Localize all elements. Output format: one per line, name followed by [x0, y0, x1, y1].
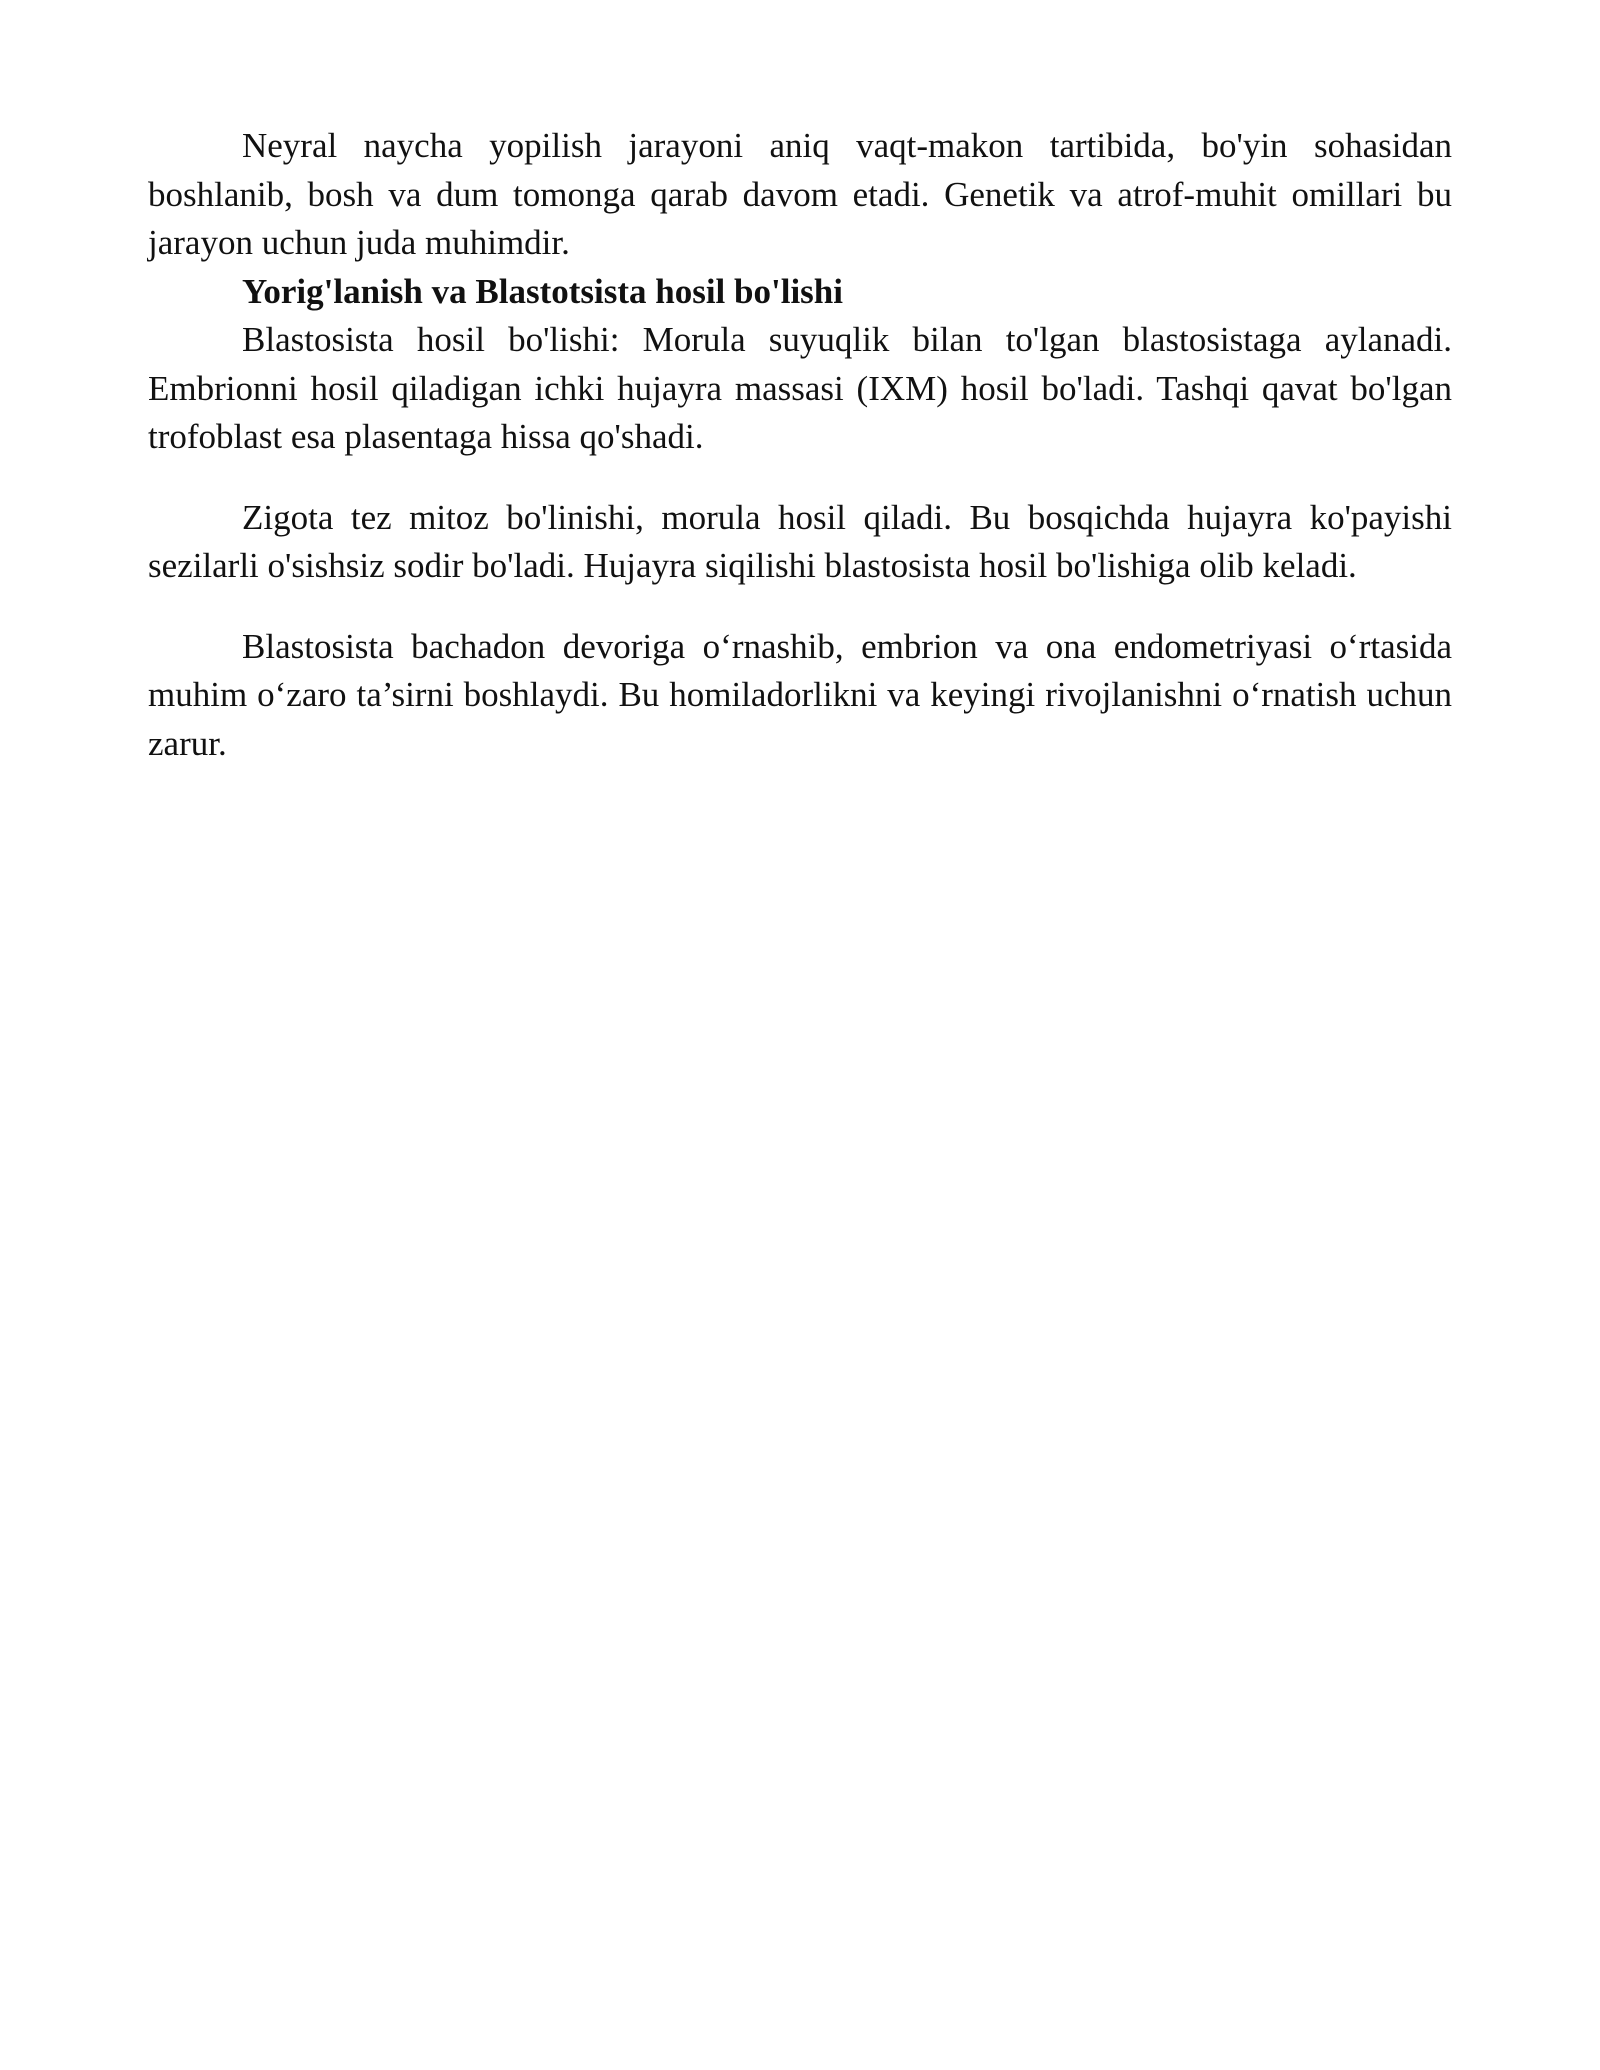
paragraph-neural-tube: Neyral naycha yopilish jarayoni aniq vaqt-makon tartibida, bo'yin sohasidan boshlanib, bosh va dum tomonga qarab davom etadi. Genetik va atrof-muhit omillari bu jarayon uchun juda muhimdir. [148, 126, 1452, 262]
paragraph-zygote-division: Zigota tez mitoz bo'linishi, morula hosil qiladi. Bu bosqichda hujayra ko'payishi sezilarli o'sishsiz sodir bo'ladi. Hujayra siqilishi blastosista hosil bo'lishiga olib keladi. [148, 497, 1452, 585]
paragraph-blastocyst-formation: Blastosista hosil bo'lishi: Morula suyuqlik bilan to'lgan blastosistaga aylanadi. Embrionni hosil qiladigan ichki hujayra massasi (IXM) hosil bo'ladi. Tashqi qavat bo'lgan trofoblast esa plasentaga hissa qo'shadi. [148, 320, 1452, 456]
paragraph-implantation: Blastosista bachadon devoriga o‘rnashib, embrion va ona endometriyasi o‘rtasida muhim o‘zaro ta’sirni boshlaydi. Bu homiladorlikni va keyingi rivojlanishni o‘rnatish uchun zarur. [148, 626, 1452, 763]
section-heading: Yorig'lanish va Blastotsista hosil bo'lishi [242, 271, 843, 311]
document-body [148, 122, 1452, 768]
